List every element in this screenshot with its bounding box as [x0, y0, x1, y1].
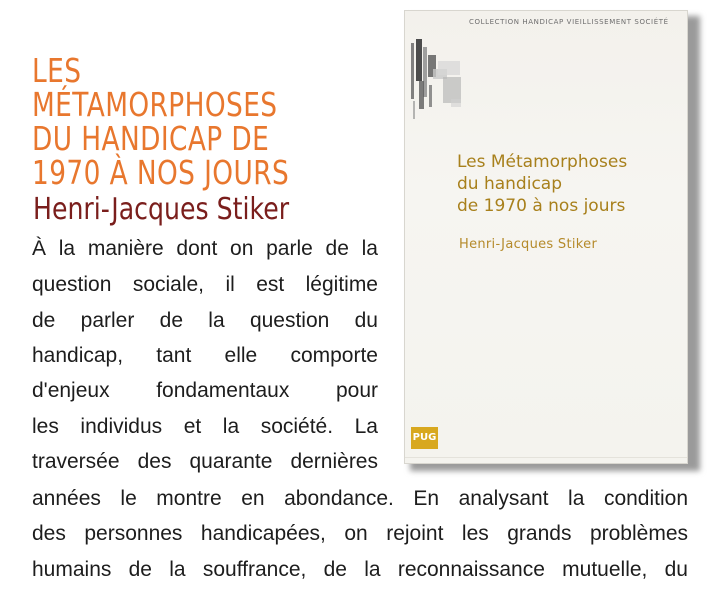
title-line: DU HANDICAP DE [32, 119, 270, 158]
author-heading: Henri-Jacques Stiker [33, 192, 290, 227]
cover-divider [405, 457, 687, 458]
paragraph-line: les individus et la société. La [32, 415, 378, 438]
cover-title-line: de 1970 à nos jours [457, 196, 626, 216]
publisher-logo: PUG [411, 427, 438, 449]
title-line: 1970 À NOS JOURS [32, 153, 290, 192]
cover-title-line: du handicap [457, 174, 563, 194]
paragraph-line: des personnes handicapées, on rejoint les grands problèmes [32, 522, 688, 545]
paragraph-line: question sociale, il est légitime [32, 273, 378, 296]
paragraph-line: À la manière dont on parle de la [32, 237, 378, 260]
paragraph-line: de parler de la question du [32, 309, 378, 332]
book-cover [404, 10, 688, 464]
paragraph-line: années le montre en abondance. En analysant la condition [32, 487, 688, 510]
paragraph-line: d'enjeux fondamentaux pour [32, 379, 378, 402]
cover-author: Henri-Jacques Stiker [459, 237, 598, 252]
title-line: LES [32, 51, 82, 90]
title-line: MÉTAMORPHOSES [32, 85, 278, 124]
paragraph-line: handicap, tant elle comporte [32, 344, 378, 367]
figure-sketch-illustration [411, 39, 461, 119]
collection-label: COLLECTION HANDICAP VIEILLISSEMENT SOCIÉTÉ [469, 18, 669, 26]
cover-title-line: Les Métamorphoses [457, 152, 628, 172]
paragraph-line: traversée des quarante dernières [32, 450, 378, 473]
paragraph-line: humains de la souffrance, de la reconnaissance mutuelle, du [32, 558, 688, 581]
